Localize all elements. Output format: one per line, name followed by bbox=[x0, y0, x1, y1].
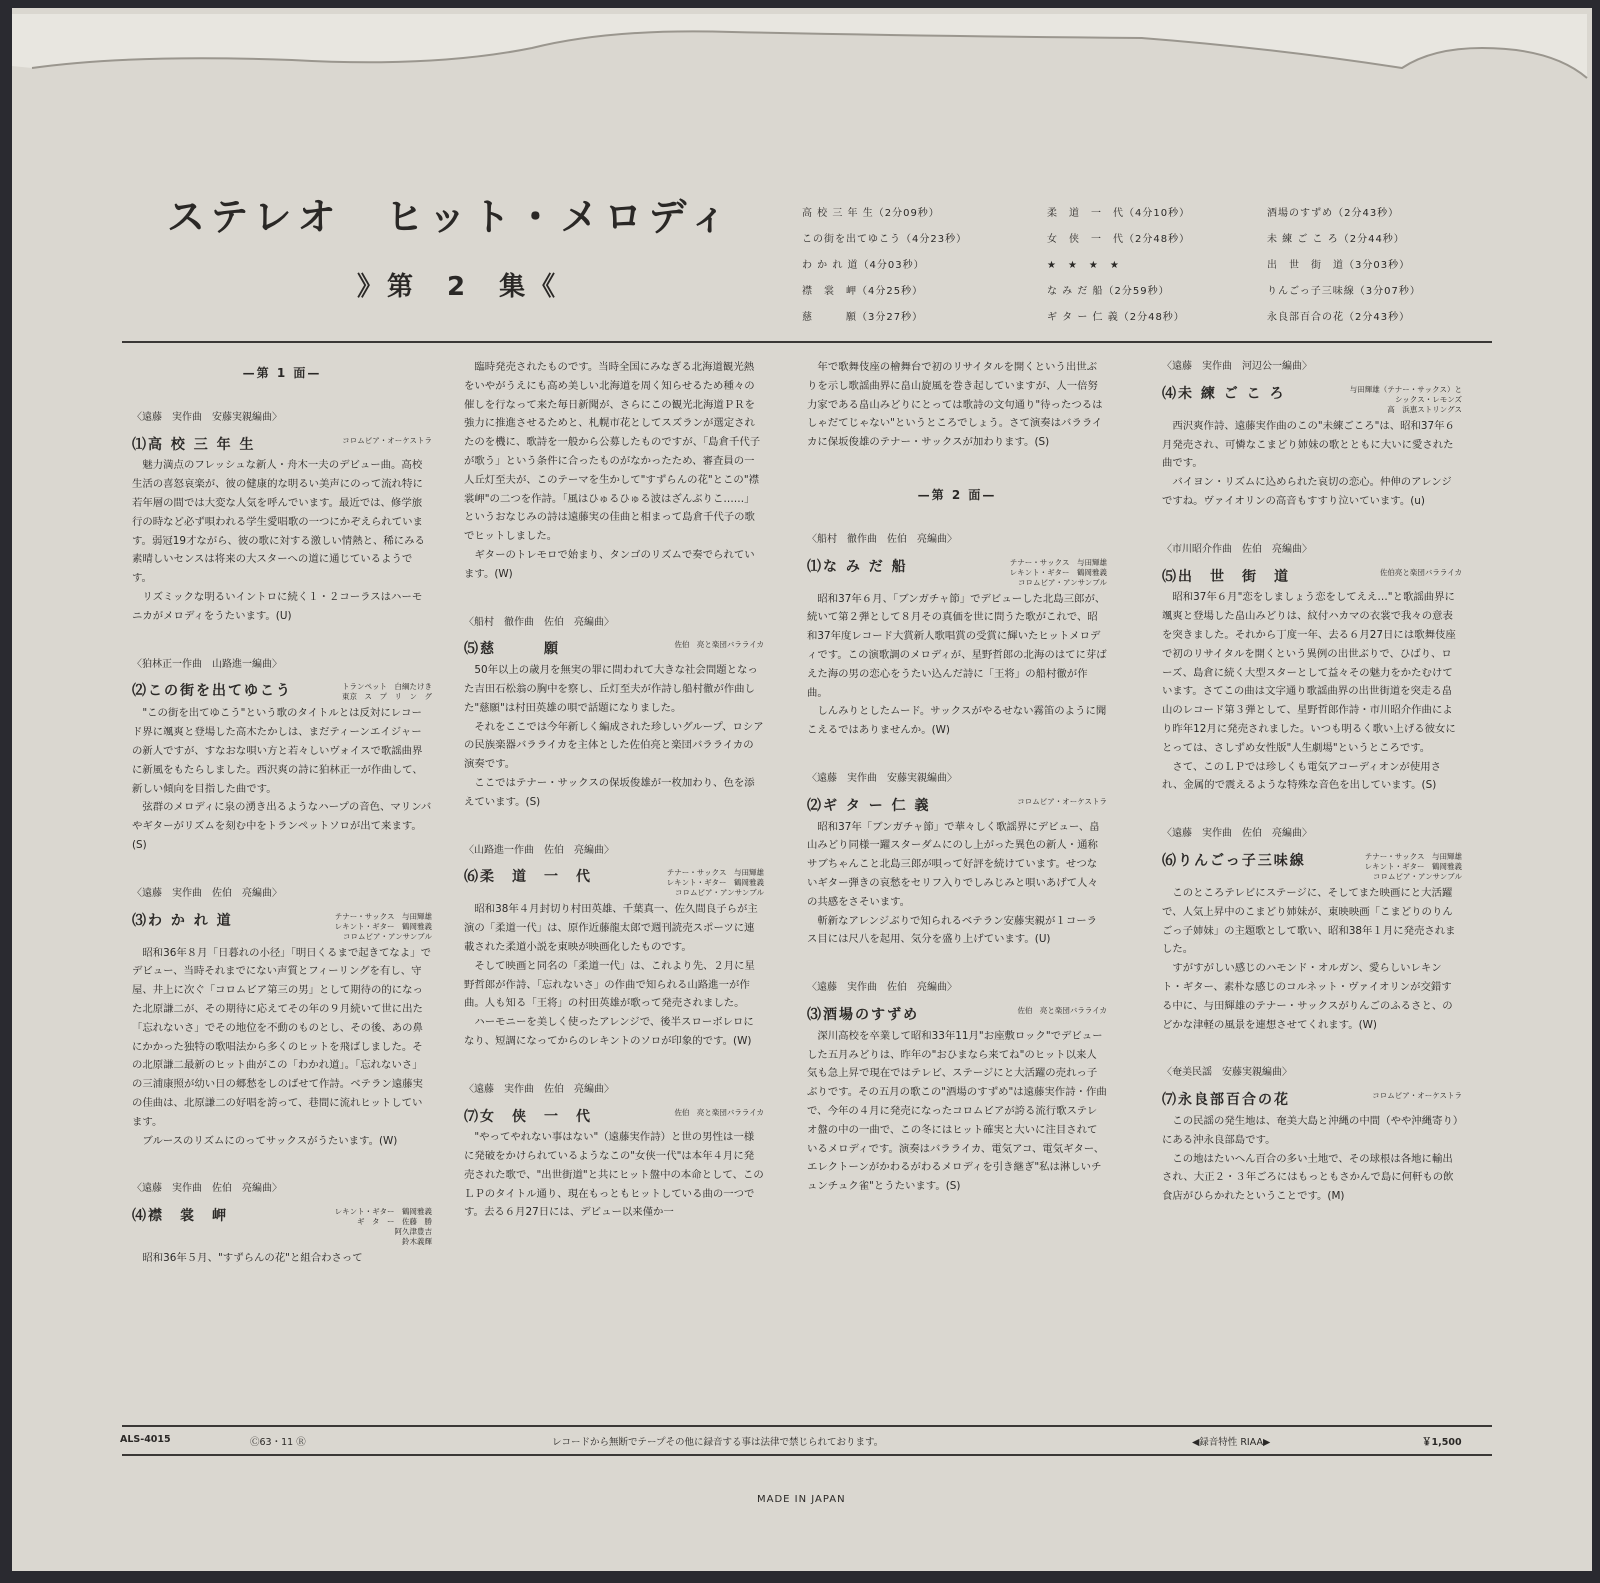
liner-paragraph: "この街を出てゆこう"という歌のタイトルとは反対にレコード界に颯爽と登場した高木たかしは、まだティーンエイジャーの新人ですが、すなおな唄い方と若々しいヴォイスで歌謡曲界に新風をもたらしました。西沢爽の詩に狛林正一が作曲して、新しい傾向を目指した曲です。 bbox=[132, 707, 423, 795]
volume-label: 》第 2 集《 bbox=[357, 272, 560, 302]
song-entry bbox=[1162, 541, 1462, 795]
song-title: ⑹柔 道 一 代 bbox=[464, 869, 592, 886]
song-title-row bbox=[132, 912, 432, 942]
liner-paragraph: ここではテナー・サックスの保坂俊雄が一枚加わり、色を添えています。(S) bbox=[464, 776, 755, 808]
inner-sleeve-edge bbox=[12, 8, 1592, 98]
song-title: ⑶わ か れ 道 bbox=[132, 912, 233, 929]
header-divider bbox=[122, 341, 1492, 343]
song-title-row bbox=[807, 1006, 1107, 1025]
song-entry bbox=[807, 531, 1107, 740]
liner-paragraph: この民謡の発生地は、奄美大島と沖縄の中間（やや沖縄寄り）にある沖永良部島です。 bbox=[1162, 1114, 1459, 1146]
song-entry bbox=[464, 358, 764, 584]
made-in-japan: MADE IN JAPAN bbox=[757, 1494, 846, 1505]
composer-credit: 〈遠藤 実作曲 河辺公一編曲〉 bbox=[1162, 361, 1312, 372]
tracklist-row bbox=[802, 224, 1472, 250]
liner-paragraph: 昭和37年６月"恋をしましょう恋をしてええ…"と歌謡曲界に颯爽と登場した畠山みどりは、紋付ハカマの衣裳で我々の意表を突きました。それから丁度一年、去る６月27日には歌舞伎座で初のリサイタルを開くという異例の出世ぶりで、ひばり、ローズ、島倉に続く大型スターとして益々その魅力をかたむけています。さてこの曲は文字通り歌謡曲界の出世街道を突走る畠山のレコード第３弾として、星野哲郎作詩・市川昭介作曲により昨年12月に発売されました。いつも明るく歌い上げる彼女にとっては、さしずめ女性版"人生劇場"というところです。 bbox=[1162, 591, 1456, 754]
song-entry bbox=[807, 358, 1107, 452]
performer-credit: テナー・サックス 与田輝雄 レキント・ギター 鶴岡雅義 コロムビア・アンサンブル bbox=[666, 868, 764, 898]
liner-paragraph: 斬新なアレンジぶりで知られるベテラン安藤実親が１コーラス目には尺八を起用、気分を盛り上げています。(U) bbox=[807, 914, 1097, 946]
record-sleeve-back bbox=[12, 8, 1592, 1571]
album-title: ステレオ ヒット・メロディ bbox=[167, 195, 734, 239]
song-title: ⑷未 練 ご こ ろ bbox=[1162, 385, 1286, 402]
tracklist-entry: この街を出てゆこう（4分23秒） bbox=[802, 233, 968, 245]
composer-credit: 〈遠藤 実作曲 佐伯 亮編曲〉 bbox=[132, 887, 282, 899]
price: ￥1,500 bbox=[1422, 1437, 1462, 1448]
liner-paragraph: 昭和37年「ブンガチャ節」で華々しく歌謡界にデビュー、畠山みどり同様一躍スターダムにのし上がった異色の新人・通称サブちゃんこと北島三郎が唄って好評を続けています。せつないギター弾きの哀愁をセリフ入りでしみじみと唄いあげて人々の共感をさそいます。 bbox=[807, 820, 1100, 908]
song-entry bbox=[132, 1180, 432, 1268]
tracklist-entry: わ か れ 道（4分03秒） bbox=[802, 259, 925, 271]
song-title-row bbox=[1162, 852, 1462, 882]
liner-paragraph: このところテレビにステージに、そしてまた映画にと大活躍で、人気上昇中のこまどり姉妹が、東映映画「こまどりのりんごっ子姉妹」の主題歌として歌い、昭和38年１月に発売されました。 bbox=[1162, 886, 1456, 956]
song-title: ⑺永良部百合の花 bbox=[1162, 1092, 1290, 1109]
liner-paragraph: ギターのトレモロで始まり、タンゴのリズムで奏でられています。(W) bbox=[464, 548, 755, 580]
tracklist-row bbox=[802, 276, 1472, 302]
notes-column-3 bbox=[807, 358, 1107, 1226]
liner-paragraph: それをここでは今年新しく編成された珍しいグループ、ロシアの民族楽器バラライカを主体とした佐伯亮と楽団バラライカの演奏です。 bbox=[464, 720, 764, 771]
song-entry bbox=[464, 1081, 764, 1223]
tracklist bbox=[802, 198, 1472, 328]
catalog-number: ALS-4015 bbox=[120, 1434, 171, 1445]
composer-credit: 〈狛林正一作曲 山路進一編曲〉 bbox=[132, 658, 282, 670]
song-title: ⑶酒場のすずめ bbox=[807, 1006, 920, 1023]
song-entry bbox=[807, 770, 1107, 949]
composer-credit: 〈遠藤 実作曲 佐伯 亮編曲〉 bbox=[1162, 828, 1312, 840]
side-1-heading: —第 1 面— bbox=[242, 366, 322, 380]
song-entry bbox=[464, 842, 764, 1051]
liner-paragraph: 魅力満点のフレッシュな新人・舟木一夫のデビュー曲。高校生活の喜怒哀楽が、彼の健康的な明るい美声にのって流れ特に若年層の間では大変な人気を呼んでいます。最近では、修学旅行の時など必ず唄われる学生愛唱歌の一つにかぞえられています。弱冠19才ながら、彼の歌に対する激しい情熱と、稀にみる素晴しいセンスは将来の大スターへの道に通じているようです。 bbox=[132, 459, 425, 585]
footer-rule-top bbox=[122, 1425, 1492, 1427]
liner-paragraph: すがすがしい感じのハモンド・オルガン、愛らしいレキント・ギター、素朴な感じのコルネット・ヴァイオリンが交錯する中に、与田輝雄のテナー・サックスがりんごのふるさと、のどかな津軽の風景を連想させてくれます。(W) bbox=[1162, 962, 1453, 1031]
song-title-row bbox=[1162, 385, 1462, 415]
performer-credit: テナー・サックス 与田輝雄 レキント・ギター 鶴岡雅義 コロムビア・アンサンブル bbox=[1009, 557, 1107, 587]
tracklist-entry: 酒場のすずめ（2分43秒） bbox=[1267, 207, 1400, 219]
performer-credit: テナー・サックス 与田輝雄 レキント・ギター 鶴岡雅義 コロムビア・アンサンブル bbox=[334, 911, 432, 941]
liner-paragraph: 50年以上の歳月を無実の罪に問われて大きな社会問題となった吉田石松翁の胸中を察し、丘灯至夫が作詩し船村徹が作曲した"慈願"は村田英雄の唄で話題になりました。 bbox=[464, 664, 758, 714]
liner-paragraph: 昭和36年５月、"すずらんの花"と組合わさって bbox=[142, 1252, 363, 1265]
song-title: ⑵この街を出てゆこう bbox=[132, 683, 292, 700]
composer-credit: 〈遠藤 実作曲 佐伯 亮編曲〉 bbox=[464, 1083, 614, 1095]
tracklist-row bbox=[802, 250, 1472, 276]
song-entry bbox=[1162, 1064, 1462, 1206]
tracklist-entry: 女 侠 一 代（2分48秒） bbox=[1047, 233, 1191, 245]
performer-credit: 与田輝雄（テナー・サックス）と シックス・レモンズ 高 浜恵ストリングス bbox=[1349, 384, 1462, 414]
performer-credit: テナー・サックス 与田輝雄 レキント・ギター 鶴岡雅義 コロムビア・アンサンブル bbox=[1364, 851, 1462, 881]
performer-credit: コロムビア・オーケストラ bbox=[1017, 796, 1107, 806]
tracklist-entry: 柔 道 一 代（4分10秒） bbox=[1047, 207, 1191, 219]
song-title-row bbox=[464, 1108, 764, 1127]
composer-credit: 〈遠藤 実作曲 佐伯 亮編曲〉 bbox=[807, 982, 957, 994]
composer-credit: 〈遠藤 実作曲 佐伯 亮編曲〉 bbox=[132, 1183, 282, 1195]
liner-paragraph: 年で歌舞伎座の檜舞台で初のリサイタルを開くという出世ぶりを示し歌謡曲界に畠山旋風を巻き起していますが、人一倍努力家である畠山みどりにとっては歌詩の文句通り"待ったつるはしゃだてじゃない"というところでしょう。さて演奏はバラライカに保坂俊雄のテナー・サックスが加わります。(S) bbox=[807, 361, 1103, 449]
composer-credit: 〈遠藤 実作曲 安藤実親編曲〉 bbox=[807, 772, 957, 784]
notes-column-1 bbox=[132, 358, 432, 1298]
song-entry bbox=[132, 656, 432, 855]
song-title-row bbox=[1162, 1091, 1462, 1110]
tracklist-entry: な み だ 船（2分59秒） bbox=[1047, 285, 1170, 297]
tracklist-entry: 高 校 三 年 生（2分09秒） bbox=[802, 207, 940, 219]
liner-paragraph: 臨時発売されたものです。当時全国にみなぎる北海道観光熱をいやがうえにも高め美しい北海道を周く知らせるため種々の催しを行なって来た毎日新聞が、さらにこの観光北海道ＰＲを強力に推進させるためと、札幌市花としてスズランが選定されたのを機に、歌詩を一般から公募したものですが、「島倉千代子が歌う」という条件に合ったものがなかったため、審査員の一人丘灯至夫が、このテーマを生かして"すずらんの花"とこの"襟裳岬"の二つを作詩。「風はひゅるひゅる波はざんぶりこ……」というおなじみの詩は遠藤実の佳曲と相まって島倉千代子の歌でヒットしました。 bbox=[464, 361, 761, 543]
tracklist-entry: ★ ★ ★ ★ bbox=[1047, 259, 1120, 271]
tracklist-entry: りんごっ子三味線（3分07秒） bbox=[1267, 285, 1421, 297]
tracklist-entry: 出 世 街 道（3分03秒） bbox=[1267, 259, 1411, 271]
liner-paragraph: リズミックな明るいイントロに続く１・２コーラスはハーモニカがメロディをうたいます。(U) bbox=[132, 590, 423, 622]
song-title: ⑷襟 裳 岬 bbox=[132, 1208, 228, 1225]
liner-paragraph: "やってやれない事はない"（遠藤実作詩）と世の男性は一様に発破をかけられているようなこの"女侠一代"は本年４月に発売された歌で、"出世街道"と共にヒット盤中の本命として、このＬＰのタイトル通り、現在もっともヒットしている曲の一つです。去る６月27日には、デビュー以来僅か一 bbox=[464, 1131, 764, 1219]
song-title-row bbox=[132, 682, 432, 702]
tracklist-entry: ギ タ ー 仁 義（2分48秒） bbox=[1047, 311, 1185, 323]
song-entry bbox=[464, 614, 764, 812]
liner-paragraph: 昭和38年４月封切り村田英雄、千葉真一、佐久間良子らが主演の「柔道一代」は、原作近藤龍太郎で週刊読売スポーツに連載された柔道小説を東映が映画化したものです。 bbox=[464, 903, 758, 953]
riaa-label: ◀録音特性 RIAA▶ bbox=[1192, 1437, 1271, 1448]
composer-credit: 〈奄美民謡 安藤実親編曲〉 bbox=[1162, 1067, 1292, 1079]
footer-rule-bottom bbox=[122, 1454, 1492, 1456]
liner-paragraph: この地はたいへん百合の多い土地で、その球根は各地に輸出され、大正２・３年ごろにはもっともさかんで島に何軒もの飲食店がひらかれたということです。(M) bbox=[1162, 1152, 1454, 1203]
liner-paragraph: 昭和36年８月「日暮れの小径」「明日くるまで起きてなよ」でデビュー、当時それまでにない声質とフィーリングを有し、守屋、井上に次ぐ「コロムビア第三の男」として期待の的になった北原謙二が、その期待に応えてその年の９月続いて世に出た「忘れないさ」でその地位を不動のものとし、その後、あの鼻にかかった独特の歌唱法から多くのヒットを飛ばしました。その北原謙二最新のヒット曲がこの「わかれ道」。「忘れないさ」の三浦康照が幼い日の郷愁をしのばせて作詩。ベテラン遠藤実の佳曲は、北原謙二の好唱を誇って、巷間に流れヒットしています。 bbox=[132, 946, 431, 1128]
song-title: ⑴な み だ 船 bbox=[807, 558, 908, 575]
song-title: ⑴高 校 三 年 生 bbox=[132, 436, 256, 453]
tracklist-entry: 慈 願（3分27秒） bbox=[802, 311, 924, 323]
notes-column-4 bbox=[1162, 358, 1462, 1236]
liner-paragraph: 西沢爽作詩、遠藤実作曲のこの"未練ごころ"は、昭和37年６月発売され、可憐なこまどり姉妹の歌とともに大いに愛された曲です。 bbox=[1162, 419, 1455, 470]
tracklist-row bbox=[802, 198, 1472, 224]
liner-paragraph: ブルースのリズムにのってサックスがうたいます。(W) bbox=[142, 1134, 398, 1147]
performer-credit: トランペット 白綱たけき 東京 ス プ リ ン グ bbox=[342, 682, 432, 702]
liner-paragraph: 昭和37年６月、「ブンガチャ節」でデビューした北島三郎が、続いて第２弾として８月その真価を世に問うた歌がこれで、昭和37年度レコード大賞新人歌唱賞の受賞に輝いたヒットメロディです。この演歌調のメロディが、星野哲郎の北海のはてに芽ばえた海の男の恋心をうたい込んだ詩に「王将」の船村徹が作曲。 bbox=[807, 592, 1107, 699]
tracklist-entry: 永良部百合の花（2分43秒） bbox=[1267, 311, 1411, 323]
liner-paragraph: そして映画と同名の「柔道一代」は、これより先、２月に星野哲郎が作詩、「忘れないさ」の作曲で知られる山路進一が作曲。人も知る「王将」の村田英雄が歌って発売されました。 bbox=[464, 959, 755, 1010]
performer-credit: 佐伯 亮と楽団バラライカ bbox=[674, 1107, 764, 1117]
song-entry bbox=[807, 979, 1107, 1196]
liner-paragraph: さて、このＬＰでは珍しくも電気アコーディオンが使用され、金属的で震えるような特殊な音色を出しています。(S) bbox=[1162, 760, 1441, 792]
song-title-row bbox=[807, 797, 1107, 816]
liner-paragraph: しんみりとしたムード。サックスがやるせない霧笛のように聞こえるではありませんか。(W) bbox=[807, 705, 1107, 737]
liner-paragraph: ハーモニーを美しく使ったアレンジで、後半スローボレロになり、短調になってからのレキントのソロが印象的です。(W) bbox=[464, 1016, 754, 1047]
song-title-row bbox=[464, 640, 764, 659]
copy-notice: レコードから無断でテープその他に録音する事は法律で禁じられております。 bbox=[552, 1437, 884, 1448]
performer-credit: レキント・ギター 鶴岡雅義 ギ タ ー 佐藤 勝 阿久津豊吉 鈴木義輝 bbox=[334, 1207, 432, 1247]
composer-credit: 〈遠藤 実作曲 安藤実親編曲〉 bbox=[132, 411, 282, 423]
composer-credit: 〈山路進一作曲 佐伯 亮編曲〉 bbox=[464, 844, 614, 856]
song-title-row bbox=[464, 868, 764, 898]
song-title-row bbox=[132, 1207, 432, 1247]
liner-paragraph: バイヨン・リズムに込められた哀切の恋心。仲伸のアレンジですね。ヴァイオリンの高音もすすり泣いています。(u) bbox=[1162, 476, 1452, 507]
side-2-heading: —第 2 面— bbox=[917, 487, 997, 502]
composer-credit: 〈船村 徹作曲 佐伯 亮編曲〉 bbox=[464, 616, 614, 628]
copyright-date: Ⓒ63・11 Ⓡ bbox=[250, 1437, 306, 1448]
performer-credit: 佐伯 亮と楽団バラライカ bbox=[674, 640, 764, 650]
liner-paragraph: 弦群のメロディに泉の湧き出るようなハープの音色、マリンバやギターがリズムを刻む中をトランペットソロが出て来ます。(S) bbox=[132, 801, 432, 851]
song-entry bbox=[132, 409, 432, 626]
song-title: ⑸出 世 街 道 bbox=[1162, 568, 1290, 585]
composer-credit: 〈船村 徹作曲 佐伯 亮編曲〉 bbox=[807, 533, 957, 545]
song-title-row bbox=[807, 558, 1107, 588]
song-title: ⑺女 侠 一 代 bbox=[464, 1108, 592, 1125]
performer-credit: コロムビア・オーケストラ bbox=[342, 435, 432, 445]
performer-credit: コロムビア・オーケストラ bbox=[1372, 1091, 1462, 1101]
tracklist-row bbox=[802, 302, 1472, 328]
tracklist-entry: 未 練 ご こ ろ（2分44秒） bbox=[1267, 233, 1405, 245]
song-title: ⑵ギ タ ー 仁 義 bbox=[807, 797, 931, 814]
song-entry bbox=[1162, 358, 1462, 511]
song-title: ⑹りんごっ子三味線 bbox=[1162, 852, 1306, 869]
song-entry bbox=[132, 885, 432, 1151]
notes-column-2 bbox=[464, 358, 764, 1252]
song-title-row bbox=[1162, 568, 1462, 587]
song-title: ⑸慈 願 bbox=[464, 641, 560, 658]
song-entry bbox=[1162, 825, 1462, 1034]
song-title-row bbox=[132, 436, 432, 455]
liner-paragraph: 深川高校を卒業して昭和33年11月"お座敷ロック"でデビューした五月みどりは、昨年の"おひまなら来てね"のヒット以来人気も急上昇で現在ではテレビ、ステージにと大活躍の売れっ子ぶりです。その五月の歌この"酒場のすずめ"は遠藤実作詩・作曲で、今年の４月に発売になったコロムビアが誇る流行歌ステレオ盤の中の一曲で、この冬にはヒット確実と大いに注目されているメロディです。演奏はバラライカ、電気アコ、電気ギター、エレクトーンがかわるがわるメロディを引き継ぎ"私は淋しいチュンチュク雀"とうたいます。(S) bbox=[807, 1029, 1107, 1193]
performer-credit: 佐伯 亮と楽団バラライカ bbox=[1017, 1005, 1107, 1015]
performer-credit: 佐伯亮と楽団バラライカ bbox=[1379, 567, 1462, 577]
tracklist-entry: 襟 裳 岬（4分25秒） bbox=[802, 285, 924, 297]
composer-credit: 〈市川昭介作曲 佐伯 亮編曲〉 bbox=[1162, 543, 1312, 555]
